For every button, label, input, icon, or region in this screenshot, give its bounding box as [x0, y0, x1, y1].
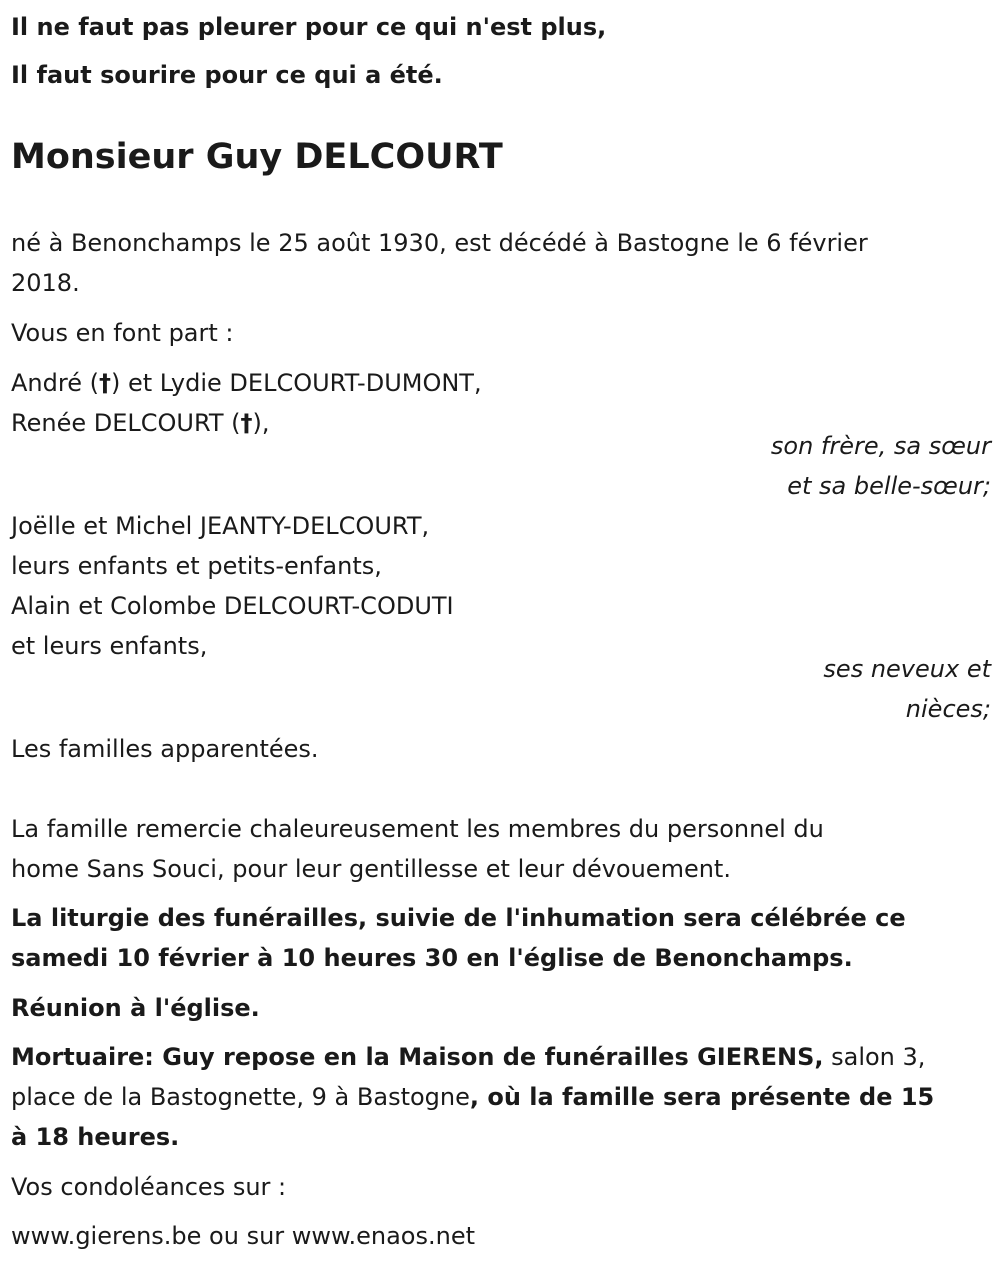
reunion-text: Réunion à l'église. [11, 994, 260, 1022]
family-line-alain: Alain et Colombe DELCOURT-CODUTI [11, 592, 454, 620]
relation-siblings-line-1: son frère, sa sœur [770, 432, 991, 460]
cross-icon: † [98, 369, 111, 397]
family-text: ) et Lydie DELCOURT-DUMONT, [110, 369, 482, 397]
epigraph-line-2: Il faut sourire pour ce qui a été. [11, 61, 443, 89]
family-line-renee [11, 408, 270, 438]
families-text: Les familles apparentées. [11, 735, 319, 763]
relation-siblings-line-2: et sa belle-sœur; [787, 472, 991, 500]
family-text: ), [252, 409, 270, 437]
birth-death-line-2: 2018. [11, 269, 80, 297]
relation-nephews-line-2: nièces; [905, 695, 991, 723]
family-line-their-children: et leurs enfants, [11, 632, 208, 660]
mortuary-bold-text: , où la famille sera présente de 15 [469, 1083, 935, 1111]
mortuary-bold-text: Mortuaire: Guy repose en la Maison de funérailles GIERENS, [11, 1043, 824, 1071]
family-line-andre [11, 368, 482, 398]
family-text: André ( [11, 369, 99, 397]
mortuary-text: salon 3, [823, 1043, 926, 1071]
family-line-children: leurs enfants et petits-enfants, [11, 552, 382, 580]
family-line-joelle: Joëlle et Michel JEANTY-DELCOURT, [11, 512, 430, 540]
obituary-notice [11, 0, 991, 1271]
condolences-text: Vos condoléances sur : [11, 1173, 287, 1201]
thanks-line-1: La famille remercie chaleureusement les membres du personnel du [11, 815, 824, 843]
cross-icon: † [240, 409, 253, 437]
announce-text: Vous en font part : [11, 319, 234, 347]
liturgy-line-1: La liturgie des funérailles, suivie de l'inhumation sera célébrée ce [11, 904, 906, 932]
family-text: Renée DELCOURT ( [11, 409, 241, 437]
relation-nephews-line-1: ses neveux et [823, 655, 991, 683]
mortuary-line-1 [11, 1042, 925, 1072]
epigraph-line-1: Il ne faut pas pleurer pour ce qui n'est plus, [11, 13, 607, 41]
mortuary-line-2 [11, 1082, 934, 1112]
birth-death-line-1: né à Benonchamps le 25 août 1930, est décédé à Bastogne le 6 février [11, 229, 868, 257]
page-title: Monsieur Guy DELCOURT [11, 137, 503, 177]
mortuary-line-3: à 18 heures. [11, 1123, 180, 1151]
thanks-line-2: home Sans Souci, pour leur gentillesse et leur dévouement. [11, 855, 731, 883]
liturgy-line-2: samedi 10 février à 10 heures 30 en l'église de Benonchamps. [11, 944, 853, 972]
websites-text: www.gierens.be ou sur www.enaos.net [11, 1222, 475, 1250]
mortuary-text: place de la Bastognette, 9 à Bastogne [11, 1083, 470, 1111]
